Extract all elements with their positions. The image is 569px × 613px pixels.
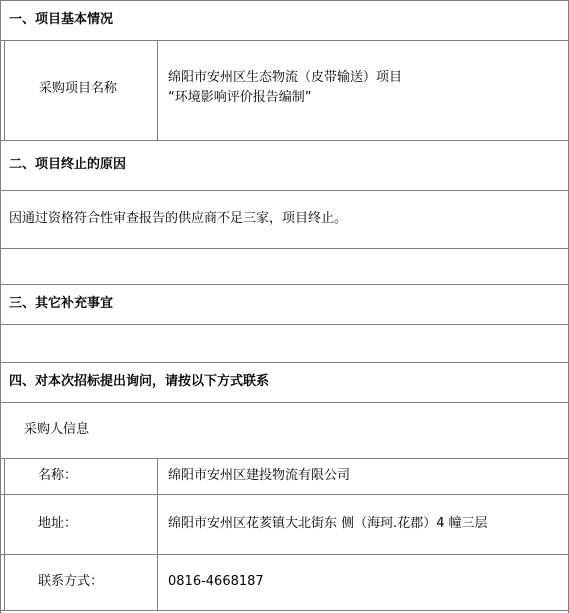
cell-border	[4, 458, 5, 610]
table-border-top	[0, 0, 569, 1]
row-divider	[0, 362, 569, 363]
project-name-value-line1: 绵阳市安州区生态物流（皮带输送）项目	[168, 70, 403, 85]
row-divider	[0, 40, 569, 41]
row-divider	[0, 494, 569, 495]
project-name-value-line2: “环境影响评价报告编制”	[168, 90, 312, 105]
purchaser-address-value: 绵阳市安州区花荄镇大北街东 侧（海珂.花郡）4 幢三层	[168, 516, 488, 531]
purchaser-info-label: 采购人信息	[24, 422, 90, 437]
cell-border	[4, 40, 5, 140]
purchaser-name-label: 名称：	[38, 468, 78, 483]
row-divider	[0, 554, 569, 555]
row-divider	[0, 324, 569, 325]
section-title-contact: 四、对本次招标提出询问，请按以下方式联系	[9, 374, 270, 389]
project-name-label: 采购项目名称	[39, 81, 118, 96]
row-divider	[0, 458, 569, 459]
section-title-basic: 一、项目基本情况	[9, 12, 114, 27]
purchaser-phone-label: 联系方式：	[38, 574, 104, 589]
termination-reason-text: 因通过资格符合性审查报告的供应商不足三家，项目终止。	[9, 211, 348, 226]
section-title-reason: 二、项目终止的原因	[9, 157, 127, 172]
column-divider	[157, 40, 158, 140]
purchaser-address-label: 地址：	[38, 516, 78, 531]
row-divider	[0, 610, 569, 611]
row-divider	[0, 140, 569, 141]
table-border-left	[0, 0, 1, 613]
row-divider	[0, 248, 569, 249]
purchaser-name-value: 绵阳市安州区建投物流有限公司	[168, 468, 351, 483]
row-divider	[0, 190, 569, 191]
section-title-other: 三、其它补充事宜	[9, 296, 114, 311]
row-divider	[0, 284, 569, 285]
column-divider	[157, 458, 158, 610]
purchaser-phone-value: 0816-4668187	[168, 574, 264, 589]
row-divider	[0, 402, 569, 403]
